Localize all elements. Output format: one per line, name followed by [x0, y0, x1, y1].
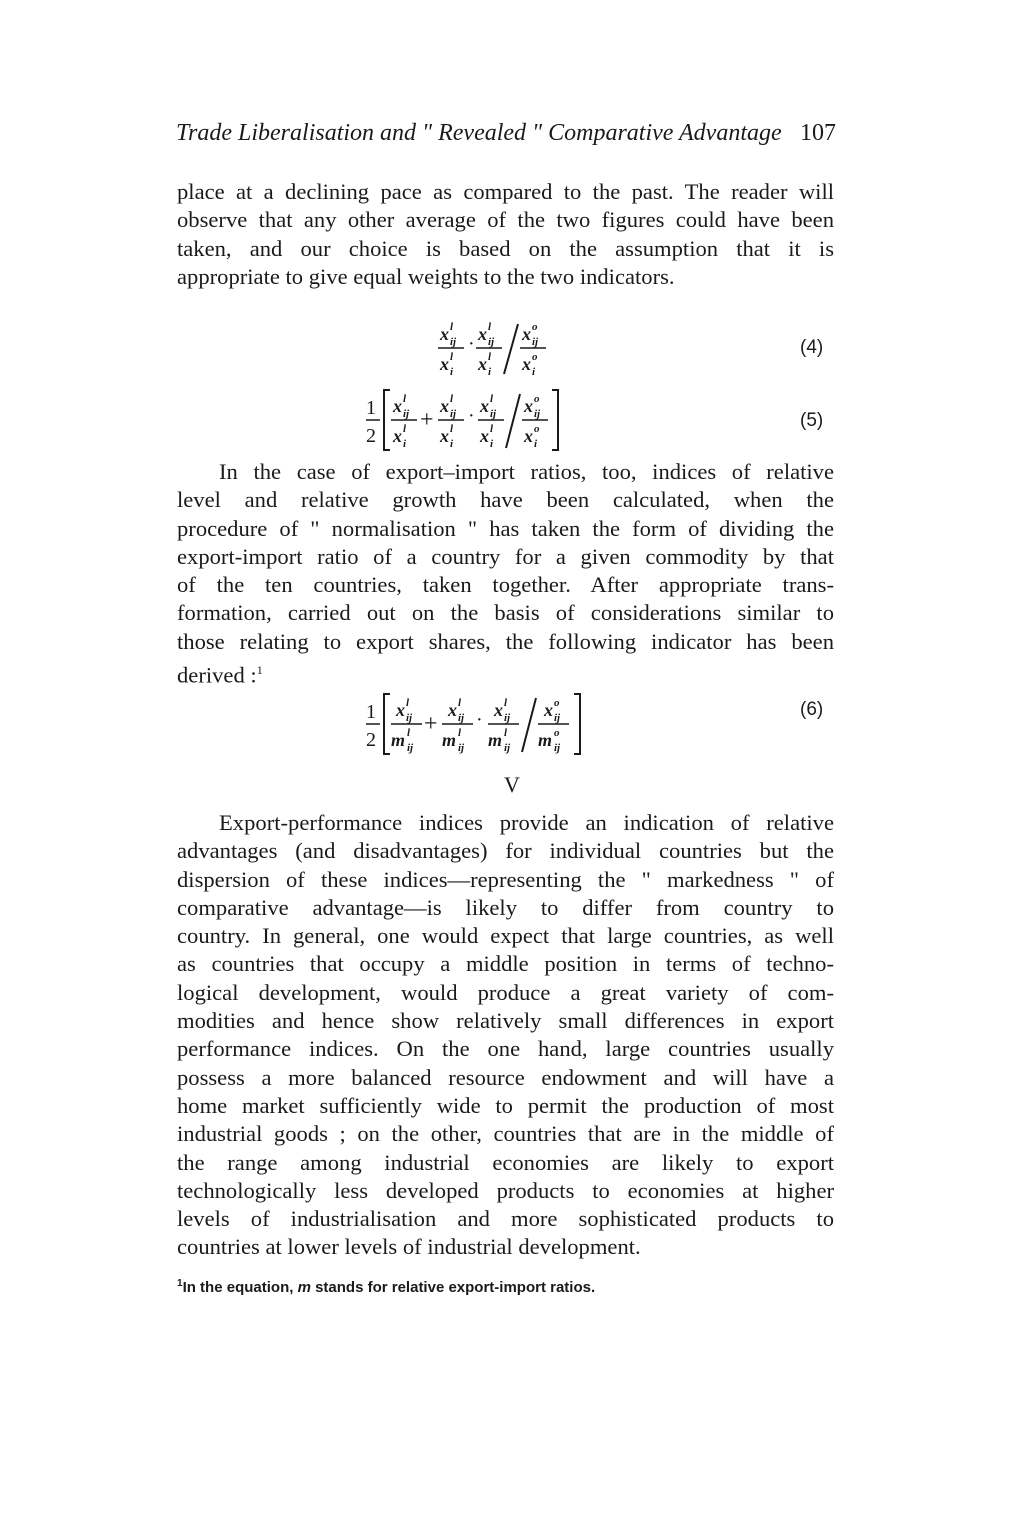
svg-text:l: l [407, 727, 411, 739]
footnote [177, 1278, 595, 1296]
svg-text:l: l [450, 321, 454, 333]
svg-text:x: x [522, 324, 531, 344]
equation-6-number: (6) [800, 699, 824, 720]
svg-text:+: + [424, 711, 438, 737]
svg-text:l: l [490, 423, 494, 435]
svg-text:o: o [554, 727, 560, 739]
svg-text:m: m [442, 730, 457, 750]
svg-text:x: x [494, 700, 503, 720]
svg-text:+: + [420, 407, 434, 433]
text-line: levels of industrialisation and more sophisticated products to [177, 1206, 834, 1232]
svg-text:o: o [532, 351, 538, 363]
text-line: the range among industrial economies are likely to export [177, 1149, 834, 1175]
svg-text:x: x [440, 354, 449, 374]
equation-5 [366, 382, 626, 462]
svg-text:l: l [458, 697, 462, 709]
svg-text:·: · [468, 405, 475, 427]
svg-text:o: o [532, 321, 538, 333]
svg-text:ij: ij [458, 742, 465, 754]
svg-text:o: o [554, 697, 560, 709]
svg-text:ij: ij [488, 336, 495, 348]
svg-text:o: o [534, 423, 540, 435]
svg-text:i: i [403, 438, 407, 450]
svg-text:l: l [504, 697, 508, 709]
svg-text:i: i [450, 438, 454, 450]
svg-text:m: m [488, 730, 503, 750]
svg-text:m: m [538, 730, 553, 750]
svg-text:o: o [534, 393, 540, 405]
svg-text:l: l [450, 423, 454, 435]
equation-5-number: (5) [800, 410, 824, 431]
text-line: dispersion of these indices—representing the " markedness " of [177, 866, 834, 892]
svg-text:l: l [488, 351, 492, 363]
derived-text: derived : [177, 662, 257, 688]
text-line: those relating to export shares, the following indicator has been [177, 628, 834, 654]
svg-text:x: x [440, 396, 449, 416]
svg-text:l: l [490, 393, 494, 405]
svg-text:2: 2 [366, 425, 376, 447]
svg-text:l: l [450, 351, 454, 363]
text-line: comparative advantage—is likely to differ from country to [177, 894, 834, 920]
svg-text:ij: ij [532, 336, 539, 348]
svg-text:1: 1 [366, 701, 376, 723]
svg-text:2: 2 [366, 729, 376, 751]
svg-text:ij: ij [554, 712, 561, 724]
text-line: In the case of export–import ratios, too, indices of relative [219, 459, 834, 484]
svg-text:ij: ij [504, 712, 511, 724]
text-line: Export-performance indices provide an indication of relative [219, 810, 834, 835]
running-head [176, 120, 836, 152]
svg-text:x: x [524, 396, 533, 416]
svg-text:ij: ij [504, 742, 511, 754]
equation-4 [438, 312, 578, 392]
text-line: advantages (and disadvantages) for individual countries but the [177, 838, 834, 864]
svg-text:ij: ij [450, 408, 457, 420]
page-number: 107 [800, 120, 836, 146]
text-line: observe that any other average of the two figures could have been [177, 207, 834, 233]
svg-text:l: l [403, 423, 407, 435]
svg-text:i: i [532, 366, 536, 378]
paragraph-3 [177, 809, 834, 1262]
svg-text:ij: ij [407, 742, 414, 754]
text-line: home market sufficiently wide to permit the production of most [177, 1092, 834, 1118]
svg-text:x: x [440, 426, 449, 446]
svg-text:x: x [480, 396, 489, 416]
text-line: industrial goods ; on the other, countries that are in the middle of [177, 1121, 834, 1147]
svg-text:1: 1 [366, 397, 376, 419]
footnote-text-before: In the equation, [182, 1279, 298, 1296]
text-line: technologically less developed products to economies at higher [177, 1177, 834, 1203]
text-line: taken, and our choice is based on the assumption that it is [177, 235, 834, 261]
svg-text:x: x [544, 700, 553, 720]
svg-text:x: x [480, 426, 489, 446]
svg-text:l: l [504, 727, 508, 739]
text-line: export-import ratio of a country for a given commodity by that [177, 543, 834, 569]
svg-text:i: i [488, 366, 492, 378]
footnote-ref: 1 [256, 663, 263, 678]
text-line: level and relative growth have been calculated, when the [177, 487, 834, 513]
footnote-text-after: stands for relative export-import ratios. [310, 1279, 596, 1296]
svg-text:ij: ij [406, 712, 413, 724]
paragraph-1 [177, 178, 834, 291]
text-line: possess a more balanced resource endowment and will have a [177, 1064, 834, 1090]
svg-text:x: x [440, 324, 449, 344]
text-line: appropriate to give equal weights to the two indicators. [177, 263, 675, 289]
svg-text:x: x [478, 354, 487, 374]
svg-text:ij: ij [490, 408, 497, 420]
svg-text:l: l [458, 727, 462, 739]
svg-text:l: l [406, 697, 410, 709]
svg-text:·: · [476, 709, 483, 731]
svg-text:i: i [450, 366, 454, 378]
text-line [177, 656, 834, 688]
svg-text:l: l [488, 321, 492, 333]
text-line: modities and hence show relatively small differences in export [177, 1008, 834, 1034]
svg-text:ij: ij [450, 336, 457, 348]
equation-4-number: (4) [800, 337, 824, 358]
equation-6 [366, 688, 656, 768]
text-line: as countries that occupy a middle position in terms of techno- [177, 951, 834, 977]
svg-text:ij: ij [554, 742, 561, 754]
text-line: logical development, would produce a great variety of com- [177, 979, 834, 1005]
svg-text:x: x [393, 426, 402, 446]
svg-text:ij: ij [403, 408, 410, 420]
svg-text:l: l [450, 393, 454, 405]
svg-text:x: x [448, 700, 457, 720]
text-line: countries at lower levels of industrial development. [177, 1234, 641, 1260]
svg-text:m: m [391, 730, 406, 750]
text-line: place at a declining pace as compared to the past. The reader will [177, 179, 834, 204]
text-line: country. In general, one would expect that large countries, as well [177, 923, 834, 949]
svg-text:·: · [468, 333, 475, 355]
svg-text:i: i [534, 438, 538, 450]
svg-text:x: x [393, 396, 402, 416]
footnote-mark: 1 [177, 1278, 183, 1289]
svg-text:x: x [522, 354, 531, 374]
section-heading: V [504, 772, 520, 797]
svg-text:x: x [396, 700, 405, 720]
paragraph-2 [177, 458, 834, 688]
svg-text:x: x [524, 426, 533, 446]
footnote-symbol: m [297, 1279, 311, 1296]
svg-text:ij: ij [534, 408, 541, 420]
text-line: procedure of " normalisation " has taken the form of dividing the [177, 515, 834, 541]
svg-text:l: l [403, 393, 407, 405]
svg-text:ij: ij [458, 712, 465, 724]
svg-text:i: i [490, 438, 494, 450]
text-line: performance indices. On the one hand, large countries usually [177, 1036, 834, 1062]
text-line: of the ten countries, taken together. After appropriate trans- [177, 572, 834, 598]
text-line: formation, carried out on the basis of considerations similar to [177, 600, 834, 626]
svg-text:x: x [478, 324, 487, 344]
running-head-title: Trade Liberalisation and " Revealed " Comparative Advantage [176, 120, 782, 146]
